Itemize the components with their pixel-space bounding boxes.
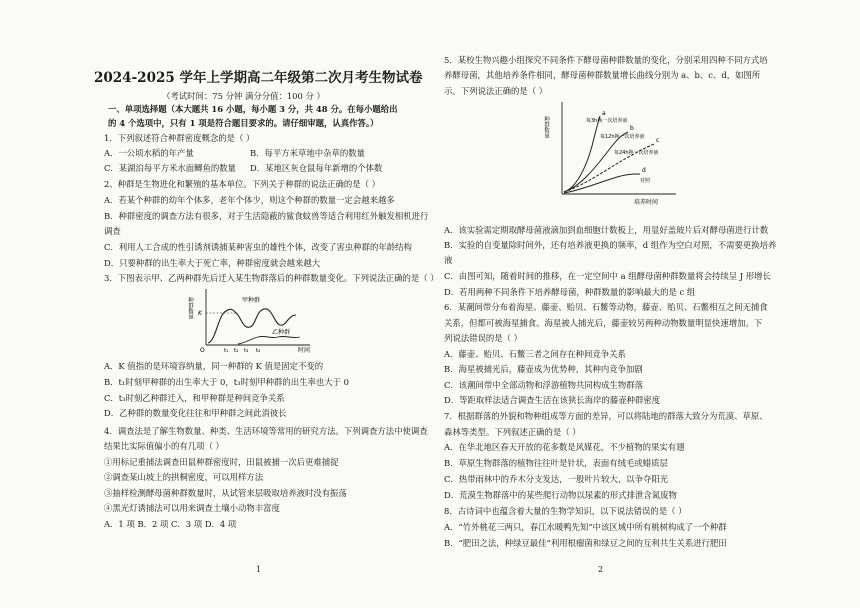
q5-label-c: c [656, 137, 660, 144]
q5-stem-cont-1: 养酵母菌，其他培养条件相同，酵母菌种群数量增长曲线分别为 a、b、c、d，如图所 [444, 70, 761, 80]
section-title-2: 的 4 个选项中，只有 1 项是符合题目要求的。请仔细审题，认真作答。） [108, 118, 379, 128]
section-title: 一、单项选择题（本大题共 16 小题，每小题 3 分，共 48 分。在每小题给出 [108, 104, 398, 114]
q3-series-a-label: 甲种群 [242, 297, 261, 304]
q1-option-b: B．每平方米草地中杂草的数量 [250, 148, 366, 158]
q7-option-d: D．荒漠生物群落中的某些爬行动物以尿素的形式排泄含氮废物 [444, 490, 677, 500]
q3-option-a: A．K 值指的是环境容纳量，同一种群的 K 值是固定不变的 [104, 361, 324, 371]
page-number-right: 2 [598, 565, 604, 574]
q7-option-a: A．在华北地区春天开放的花多数是风媒花，不少植物的果实有翅 [444, 442, 685, 452]
q3-option-c: C．t₃时刻乙种群迁入，和甲种群是种间竞争关系 [104, 393, 285, 403]
q4-stem: 4．调查法是了解生物数量、种类、生活环境等常用的研究方法。下列调查方法中使调查 [104, 426, 428, 436]
q3-tick-t4: t₄ [256, 348, 261, 354]
q5-note-b: 每12h换一次培养液 [600, 134, 645, 140]
q5-xlabel: 培养时间 [634, 199, 659, 206]
q3-stem: 3．下图表示甲、乙两种群先后迁入某生物群落后的种群数量变化。下列说法正确的是（ ） [104, 273, 439, 283]
q5-stem: 5．某校生物兴趣小组探究不同条件下酵母菌种群数量的变化，分别采用四种不同方式培 [444, 55, 768, 65]
q6-option-c: C．该潮间带中全部动物和浮游植物共同构成生物群落 [444, 380, 644, 390]
q2-option-a: A．若某个种群的幼年个体多，老年个体少，则这个种群的数量一定会越来越多 [104, 195, 395, 205]
q5-option-c: C．由图可知，随着时间的推移，在一定空间中 a 组酵母菌种群数量将会持续呈 J 形增长 [444, 271, 771, 281]
q8-option-b: B．“肥田之法，种绿豆最佳”利用根瘤菌和绿豆之间的互利共生关系进行肥田 [444, 538, 727, 548]
q6-option-a: A．藤壶、贻贝、石鳖三者之间存在种间竞争关系 [444, 349, 626, 359]
q2-option-d: D．只要种群的出生率大于死亡率，种群密度就会越来越大 [104, 258, 321, 268]
q3-ylabel: 种群数量 [187, 297, 193, 319]
q2-option-b-cont: 调查 [104, 226, 121, 236]
q5-yeast-growth-chart [542, 98, 682, 210]
exam-title: 2024-2025 学年上学期高二年级第二次月考生物试卷 [94, 70, 423, 86]
q7-option-b: B．草原生物群落的植物往往叶是针状，表面有绒毛或蜡质层 [444, 458, 668, 468]
q5-ylabel: 种群数量 [543, 116, 549, 138]
page-right [430, 0, 860, 608]
q5-option-a: A．该实验需定期取酵母菌液滴加到血细胞计数板上，用显好盖玻片后对酵母菌进行计数 [444, 225, 769, 235]
q5-stem-cont-2: 示。下列说法正确的是（ ） [444, 86, 548, 96]
q3-tick-t3: t₃ [244, 348, 249, 354]
page-number-left: 1 [256, 565, 262, 574]
q7-stem: 7．根据群落的外貌和物种组成等方面的差异，可以将陆地的群落大致分为荒漠、草原、 [444, 411, 768, 421]
q3-series-b-curve [238, 336, 300, 344]
q3-option-b: B．t₁时刻甲种群的出生率大于 0，t₃时刻甲种群的出生率也大于 0 [104, 377, 349, 387]
q3-k-label: K [198, 310, 202, 317]
q5-option-d: D．若用两种不同条件下培养酵母菌，种群数量的影响最大的是 c 组 [444, 287, 696, 297]
q1-stem: 1．下列叙述符合种群密度概念的是（ ） [104, 133, 255, 143]
q5-label-d: d [642, 167, 646, 174]
q5-option-b: B．实验的自变量除时间外，还有培养液更换的频率，d 组作为空白对照，不需要更换培养 [444, 240, 777, 250]
q6-stem-cont-2: 列说法错误的是（ ） [444, 333, 523, 343]
q8-stem: 8．古诗词中也蕴含着大量的生物学知识，以下说法错误的是（ ） [444, 506, 687, 516]
q1-option-d: D．某地区灰仓鼠每年新增的个体数 [250, 163, 383, 173]
exam-info: （考试时间：75 分钟 满分分值：100 分 ） [162, 91, 325, 101]
q5-note-a: 每3h换一次培养液 [586, 118, 628, 124]
q5-label-b: b [630, 125, 634, 132]
q7-stem-cont: 森林等类型。下列叙述正确的是（ ） [444, 427, 581, 437]
q4-item-2: ②调查某山坡上的拱桐密度，可以用样方法 [104, 472, 264, 482]
q2-option-b: B．种群密度的调查方法有很多，对于生活隐蔽的鲨食蚊兽等适合利用红外触发相机进行 [104, 211, 429, 221]
q3-tick-t1: t₁ [224, 348, 229, 354]
q6-option-b: B．海星被捕光后，藤壶成为优势种，其种内竞争加剧 [444, 364, 643, 374]
q8-option-a: A．“竹外桃花三两只，春江水暖鸭先知”中该区域中所有桃树构成了一个种群 [444, 522, 727, 532]
q3-option-d: D．乙种群的数量变化往往和甲种群之间此消彼长 [104, 408, 287, 418]
q3-series-a-curve [208, 309, 296, 343]
q7-option-c: C．热带雨林中的乔木分支发达，一般叶片较大，以争夺阳光 [444, 474, 669, 484]
q1-option-a: A．一公顷水稻的年产量 [104, 148, 194, 158]
q4-item-1: ①用标记重捕法调查田鼠种群密度时，田鼠被捕一次后更难捕捉 [104, 457, 339, 467]
q4-stem-cont: 结果比实际值偏小的有几项（ ） [104, 441, 224, 451]
q5-note-c: 每24h换一次培养液 [614, 150, 659, 156]
q4-options: A．1 项 B．2 项 C．3 项 D．4 项 [104, 519, 237, 529]
q3-series-b-label: 乙种群 [272, 329, 291, 336]
q5-curve-b [564, 132, 628, 192]
q5-note-d: 对照 [640, 178, 651, 184]
q2-stem: 2、种群是生物进化和繁殖的基本单位。下列关于种群的说法正确的是（ ） [104, 179, 380, 189]
q2-option-c: C．利用人工合成的性引诱剂诱捕某种害虫的雄性个体，改变了害虫种群的年龄结构 [104, 242, 412, 252]
q5-option-b-cont: 液 [444, 255, 453, 265]
q4-item-4: ④黑光灯诱捕法可以用来调查土壤小动物丰富度 [104, 503, 280, 513]
q3-tick-t2: t₂ [234, 348, 239, 354]
q6-option-d: D．等距取样法适合调查生活在该狭长海岸的藤壶种群密度 [444, 395, 661, 405]
q3-xlabel: 时间 [298, 347, 311, 354]
q6-stem: 6．某潮间带分布着海星、藤壶、贻贝、石鳖等动物，藤壶、贻贝、石鳖相互之间无捕食 [444, 302, 768, 312]
q6-stem-cont-1: 关系，但都可被海星捕食。海星被人捕光后，藤壶较另两种动物数量明显快速增加。下 [444, 318, 763, 328]
q4-item-3: ③抽样检测酵母菌种群数量时，从试管来层吸取培养液时没有振荡 [104, 488, 347, 498]
q3-population-chart [188, 285, 318, 355]
q3-origin: O [200, 347, 205, 354]
q5-label-a: a [602, 110, 606, 117]
q1-option-c: C．某湖泊每平方米水面鲫鱼的数量 [104, 163, 237, 173]
